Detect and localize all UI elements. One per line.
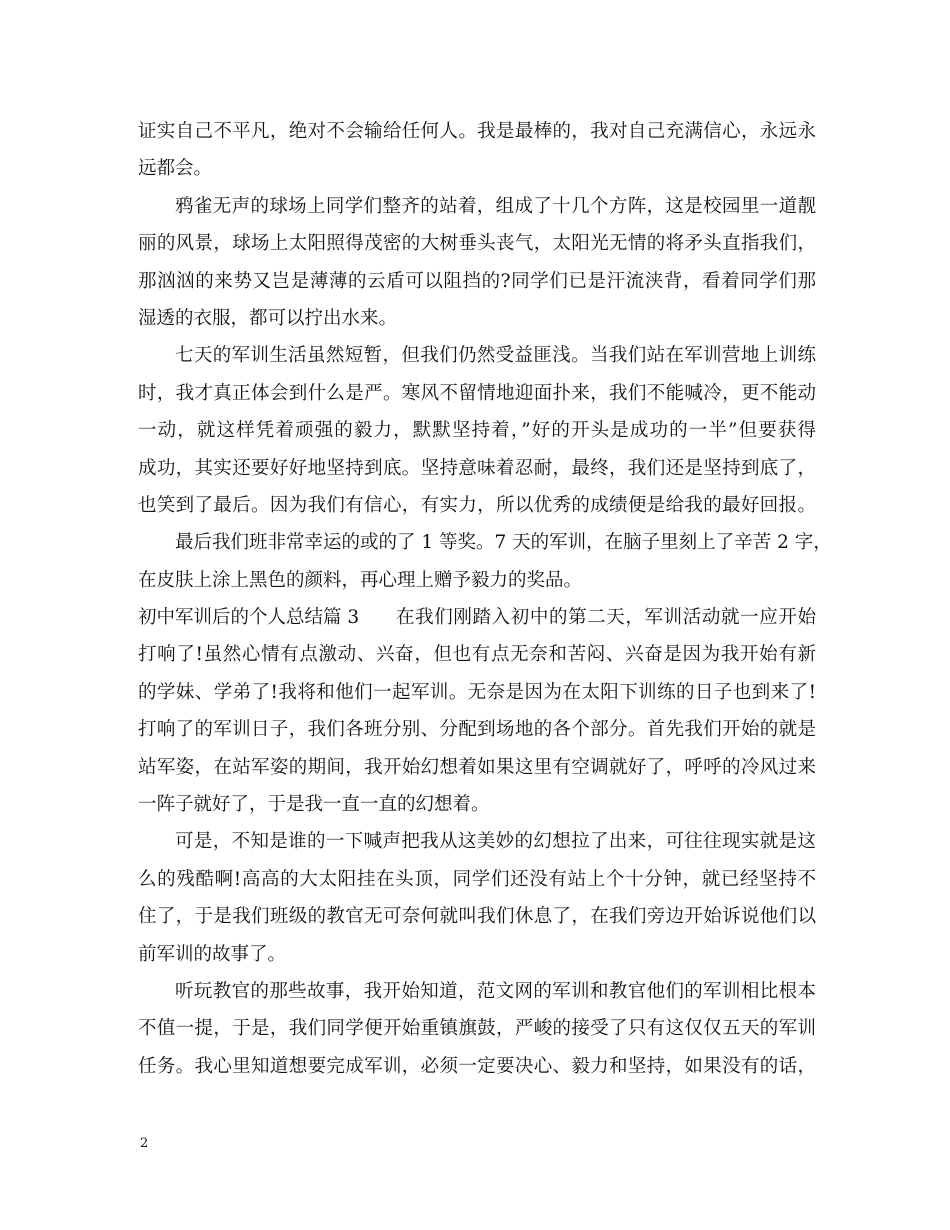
text-line: 的学妹、学弟了!我将和他们一起军训。无奈是因为在太阳下训练的日子也到来了! bbox=[138, 681, 816, 703]
paragraph bbox=[138, 188, 816, 338]
paragraph bbox=[138, 113, 816, 188]
text-line: 打响了!虽然心情有点激动、兴奋，但也有点无奈和苦闷、兴奋是因为我开始有新 bbox=[138, 644, 817, 666]
document-body bbox=[138, 113, 832, 1085]
text-line: 在皮肤上涂上黑色的颜料，再心理上赠予毅力的奖品。 bbox=[138, 569, 583, 591]
text-line: 时，我才真正体会到什么是严。寒风不留情地迎面扑来，我们不能喊冷，更不能动 bbox=[138, 382, 816, 404]
text-line: 湿透的衣服，都可以拧出水来。 bbox=[138, 307, 398, 329]
text-line: 打响了的军训日子，我们各班分别、分配到场地的各个部分。首先我们开始的就是 bbox=[138, 719, 816, 741]
text-line: 住了，于是我们班级的教官无可奈何就叫我们休息了，在我们旁边开始诉说他们以 bbox=[138, 906, 816, 928]
text-line: 一动，就这样凭着顽强的毅力，默默坚持着，”好的开头是成功的一半”但要获得 bbox=[138, 420, 816, 442]
text-line: 丽的风景，球场上太阳照得茂密的大树垂头丧气，太阳光无情的将矛头直指我们， bbox=[138, 233, 816, 255]
paragraph bbox=[138, 337, 816, 524]
text-line: 可是，不知是谁的一下喊声把我从这美妙的幻想拉了出来，可往往现实就是这 bbox=[175, 831, 816, 853]
text-line: 证实自己不平凡，绝对不会输给任何人。我是最棒的，我对自己充满信心，永远永 bbox=[138, 121, 816, 142]
text-line: 远都会。 bbox=[138, 158, 213, 180]
text-line: 最后我们班非常幸运的或的了 1 等奖。7 天的军训，在脑子里刻上了辛苦 2 字， bbox=[175, 532, 832, 554]
text-line: 不值一提，于是，我们同学便开始重镇旗鼓，严峻的接受了只有这仅仅五天的军训 bbox=[138, 1018, 816, 1040]
text-line: 站军姿，在站军姿的期间，我开始幻想着如果这里有空调就好了，呼呼的冷风过来 bbox=[138, 756, 816, 778]
paragraph bbox=[138, 973, 816, 1085]
paragraph bbox=[138, 823, 816, 973]
text-line: 任务。我心里知道想要完成军训，必须一定要决心、毅力和坚持，如果没有的话， bbox=[138, 1055, 816, 1077]
section-heading-line bbox=[138, 599, 816, 636]
text-line: 听玩教官的那些故事，我开始知道，范文网的军训和教官他们的军训相比根本 bbox=[175, 980, 816, 1002]
text-line: 一阵子就好了，于是我一直一直的幻想着。 bbox=[138, 794, 490, 816]
section bbox=[138, 599, 816, 823]
text-line: 成功，其实还要好好地坚持到底。坚持意味着忍耐，最终，我们还是坚持到底了， bbox=[138, 457, 816, 479]
text-line: 七天的军训生活虽然短暂，但我们仍然受益匪浅。当我们站在军训营地上训练 bbox=[175, 345, 816, 367]
section-heading: 初中军训后的个人总结篇 3 bbox=[138, 607, 360, 629]
text-line: 也笑到了最后。因为我们有信心，有实力，所以优秀的成绩便是给我的最好回报。 bbox=[138, 494, 816, 516]
text-line: 那汹汹的来势又岂是薄薄的云盾可以阻挡的?同学们已是汗流浃背，看着同学们那 bbox=[138, 270, 816, 292]
text-line: 鸦雀无声的球场上同学们整齐的站着，组成了十几个方阵，这是校园里一道靓 bbox=[175, 195, 816, 217]
paragraph bbox=[138, 524, 832, 599]
text-line: 前军训的故事了。 bbox=[138, 943, 287, 965]
text-line: 在我们刚踏入初中的第二天，军训活动就一应开始 bbox=[396, 607, 816, 629]
page-number: 2 bbox=[140, 1136, 149, 1151]
text-line: 么的残酷啊!高高的大太阳挂在头顶，同学们还没有站上个十分钟，就已经坚持不 bbox=[138, 868, 816, 890]
